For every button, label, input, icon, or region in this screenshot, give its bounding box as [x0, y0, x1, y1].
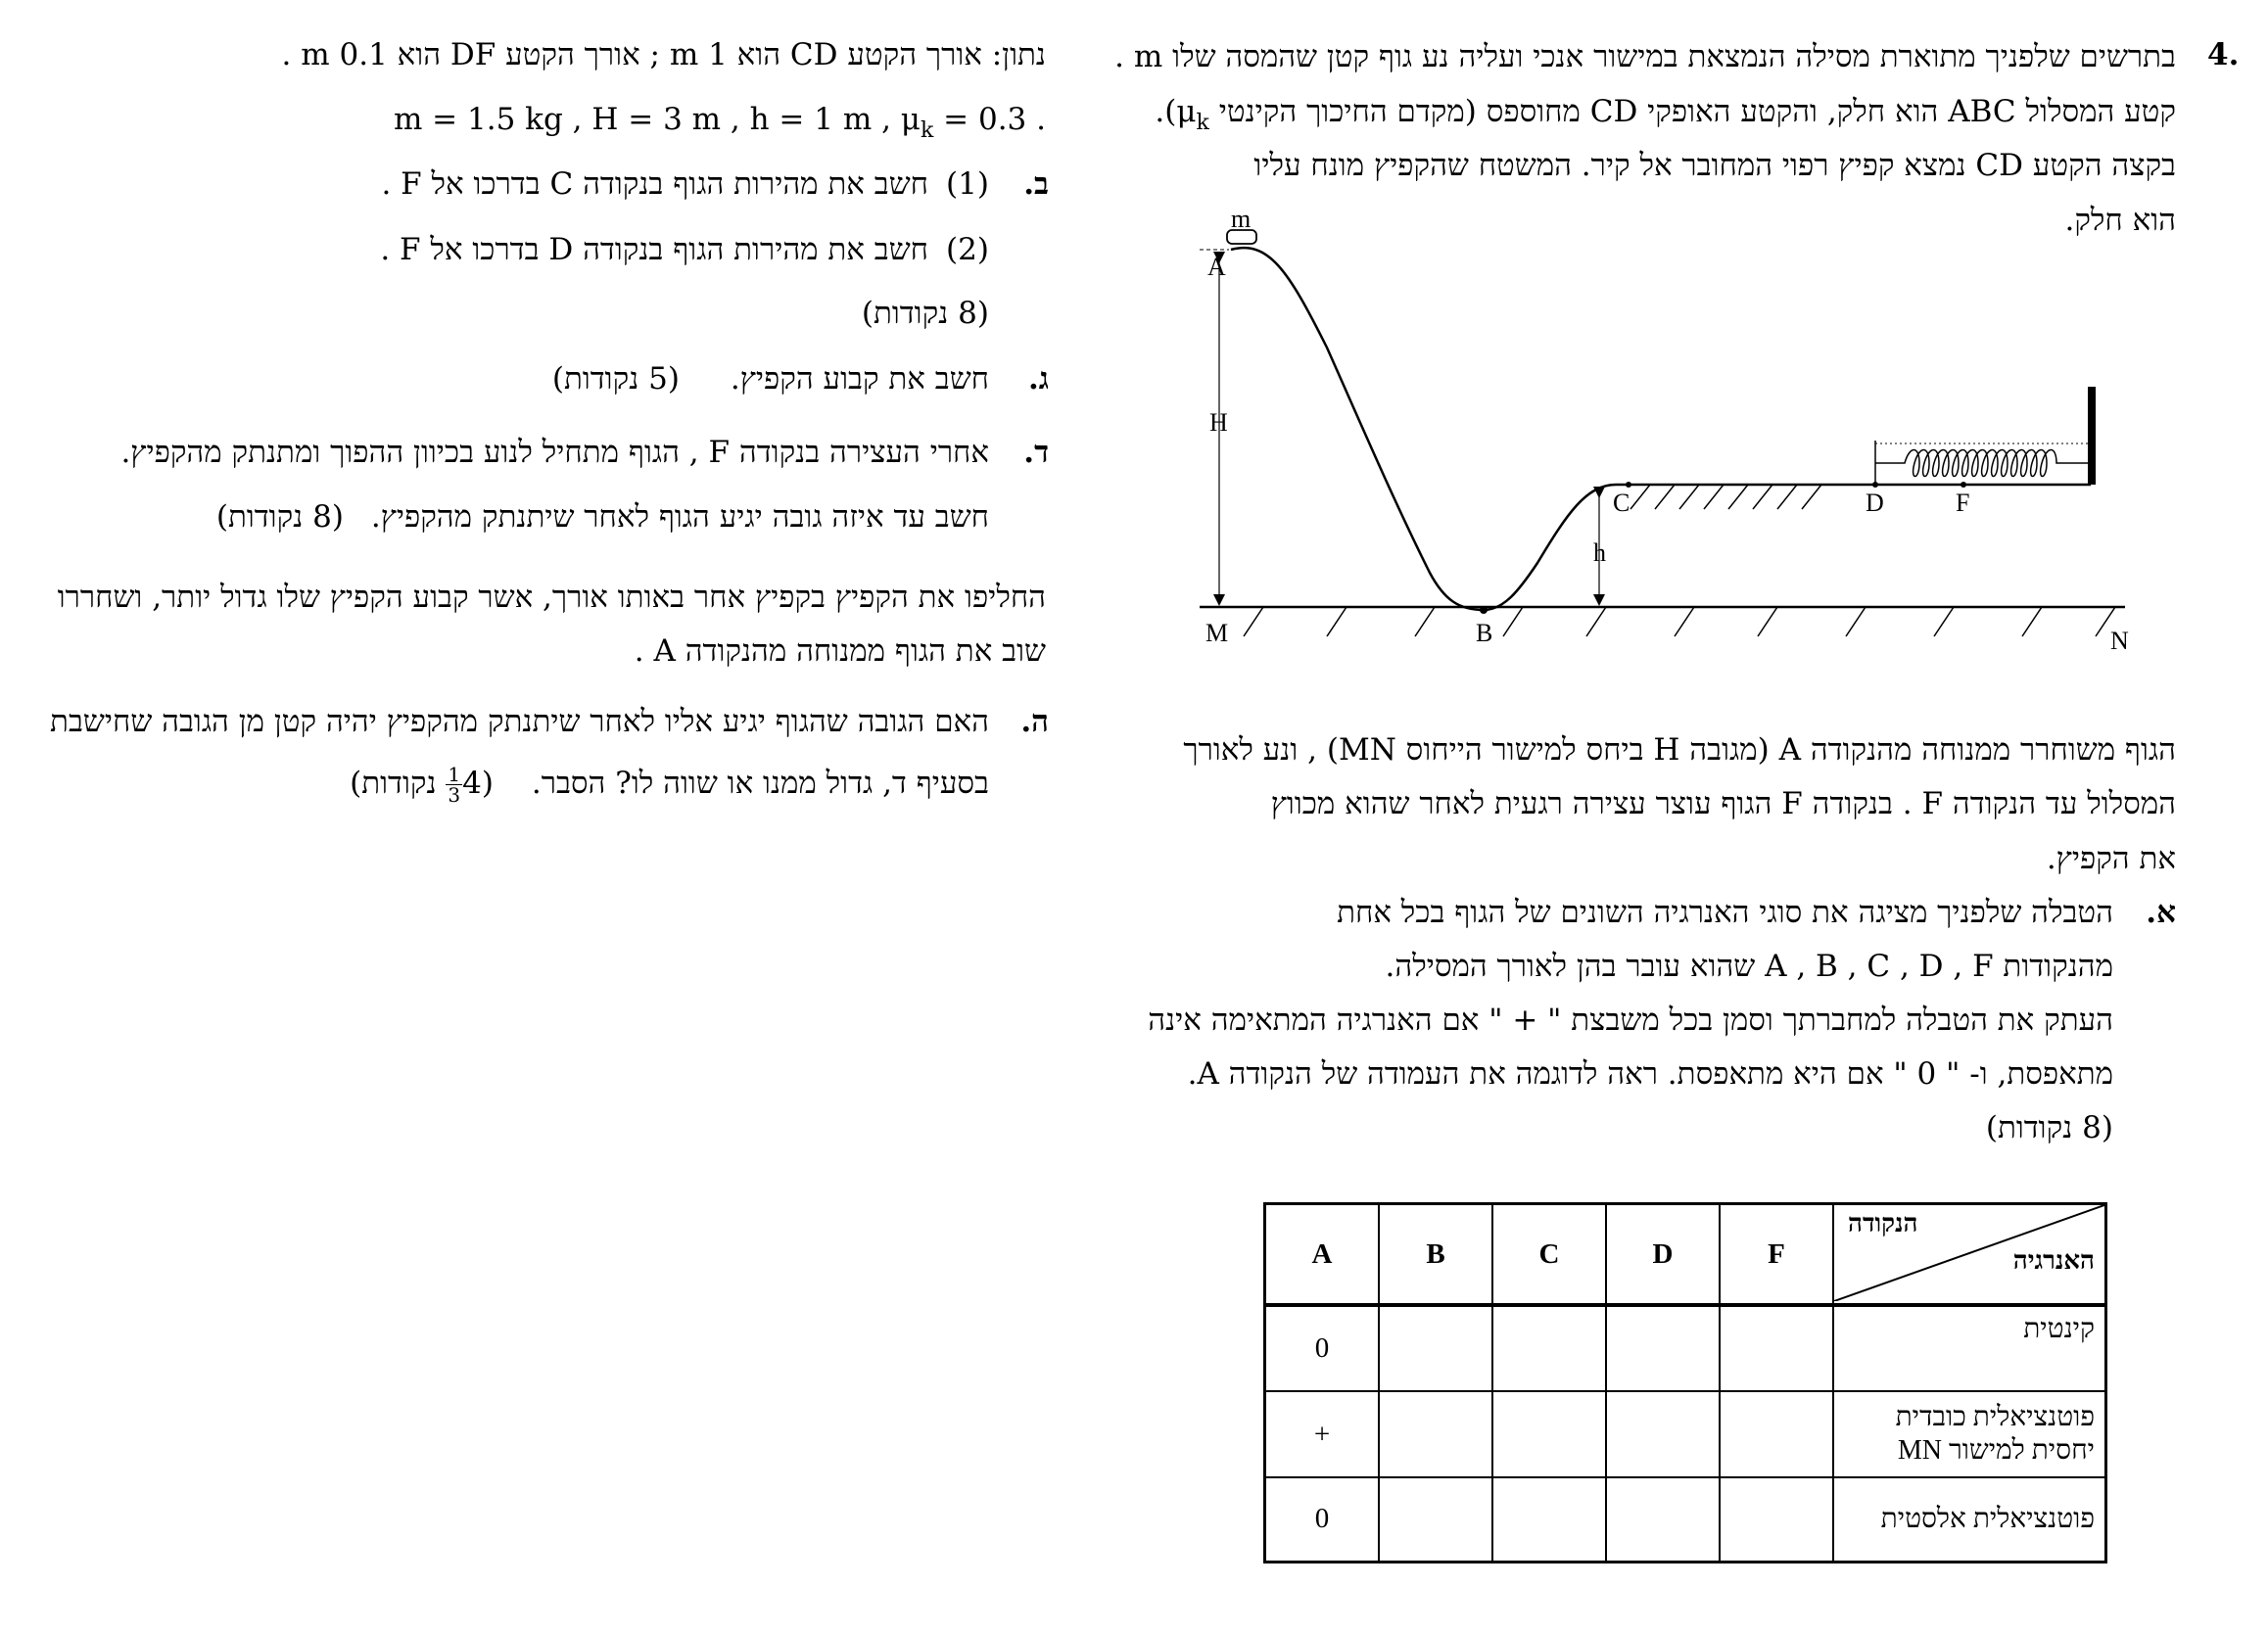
part-c-text: חשב את קבוע הקפיץ.	[730, 361, 989, 397]
part-d-text-2: חשב עד איזה גובה יגיע הגוף לאחר שיתנתק מהקפיץ.	[370, 499, 989, 535]
cell	[1720, 1477, 1833, 1562]
part-a-line-3: העתק את הטבלה למחברתך וסמן בכל משבצת " + " אם האנרגיה המתאימה אינה	[1148, 1003, 2113, 1038]
intro-line-4: הוא חלק.	[2064, 203, 2176, 238]
wall	[2088, 387, 2096, 485]
header-point-c: C	[1492, 1204, 1606, 1306]
part-b-item1-num: (1)	[946, 166, 989, 202]
spring	[1875, 441, 2088, 485]
part-a-line-2: מהנקודות A , B , C , D , F שהוא עובר בהן לאורך המסילה.	[1385, 949, 2113, 984]
row-label-elastic: פוטנציאלית אלסטית	[1833, 1477, 2106, 1562]
cell	[1492, 1305, 1606, 1391]
part-e-text-1: האם הגובה שהגוף יגיע אליו לאחר שיתנתק מהקפיץ יהיה קטן מן הגובה שחישבת	[50, 704, 989, 739]
label-b: B	[1476, 619, 1493, 647]
cell: +	[1265, 1391, 1380, 1477]
cell: 0	[1265, 1477, 1380, 1562]
table-row	[1265, 1305, 2106, 1391]
track-curve	[1231, 248, 1836, 610]
point-c-dot	[1626, 482, 1631, 488]
release-line-3: את הקפיץ.	[2046, 841, 2176, 876]
corner-energy-label: האנרגיה	[2012, 1246, 2095, 1275]
table-row	[1265, 1391, 2106, 1477]
part-b-item2-num: (2)	[946, 232, 989, 267]
part-c-points: (5 נקודות)	[551, 361, 680, 397]
table-row	[1265, 1477, 2106, 1562]
part-b-item1: חשב את מהירות הגוף בנקודה C בדרכו אל F .	[381, 166, 928, 202]
part-e-points: (4 $\frac{1}{3}$ נקודות)	[350, 763, 494, 807]
replace-line-2: שוב את הגוף ממנוחה מהנקודה A .	[634, 633, 1046, 669]
label-h-small: h	[1593, 538, 1606, 567]
label-n: N	[2110, 627, 2129, 655]
row-label-kinetic: קינטית	[1833, 1305, 2106, 1391]
part-d-label: ד.	[1023, 435, 1049, 470]
label-f: F	[1956, 489, 1970, 517]
part-a-points: (8 נקודות)	[1985, 1110, 2113, 1145]
cell	[1492, 1477, 1606, 1562]
label-h-big: H	[1209, 408, 1228, 437]
question-number: 4.	[2207, 37, 2240, 72]
cell	[1379, 1477, 1492, 1562]
ground-hatching	[1244, 607, 2115, 636]
header-point-a: A	[1265, 1204, 1380, 1306]
cell	[1606, 1305, 1720, 1391]
row-label-gravitational: פוטנציאלית כובדית יחסית למישור MN	[1833, 1391, 2106, 1477]
cell	[1606, 1477, 1720, 1562]
cell	[1379, 1305, 1492, 1391]
part-c-label: ג.	[1027, 361, 1049, 397]
part-a-line-4: מתאפסת, ו- " 0 " אם היא מתאפסת. ראה לדוגמה את העמודה של הנקודה A.	[1187, 1056, 2113, 1092]
corner-point-label: הנקודה	[1848, 1209, 1918, 1237]
part-b-label: ב.	[1023, 166, 1049, 202]
energy-table	[1263, 1202, 2107, 1563]
label-a: A	[1207, 253, 1226, 281]
cell	[1606, 1391, 1720, 1477]
release-line-2: המסלול עד הנקודה F . בנקודה F הגוף עוצר עצירה רגעית לאחר שהוא מכווץ	[1270, 786, 2176, 821]
header-point-d: D	[1606, 1204, 1720, 1306]
given-line-1: נתון: אורך הקטע CD הוא 1 m ; אורך הקטע DF הוא 0.1 m .	[281, 37, 1046, 72]
intro-line-3: בקצה הקטע CD נמצא קפיץ רפוי המחובר אל קיר. המשטח שהקפיץ מונח עליו	[1253, 148, 2176, 183]
fraction-one-third: $\frac{1}{3}$	[448, 763, 461, 807]
table-header-row	[1265, 1204, 2106, 1306]
point-f-dot	[1961, 482, 1966, 488]
intro-line-1: בתרשים שלפניך מתוארת מסילה הנמצאת במישור אנכי ועליה נע גוף קטן שהמסה שלו m .	[1114, 39, 2176, 74]
cd-hatching	[1630, 485, 1821, 509]
given-line-2: m = 1.5 kg , H = 3 m , h = 1 m , $\mu_k = 0.3$ .	[393, 102, 1046, 143]
cell	[1379, 1391, 1492, 1477]
header-corner	[1833, 1204, 2106, 1306]
label-c: C	[1613, 489, 1630, 517]
cell: 0	[1265, 1305, 1380, 1391]
label-m: m	[1231, 210, 1252, 233]
cell	[1492, 1391, 1606, 1477]
part-d-text-1: אחרי העצירה בנקודה F , הגוף מתחיל לנוע בכיוון ההפוך ומתנתק מהקפיץ.	[120, 435, 989, 470]
track-figure	[1190, 210, 2140, 661]
label-m-ground: M	[1205, 619, 1229, 647]
part-e-label: ה.	[1020, 704, 1049, 739]
part-a-label: א.	[2146, 895, 2176, 930]
replace-line-1: החליפו את הקפיץ בקפיץ אחר באותו אורך, אשר קבוע הקפיץ שלו גדול יותר, ושחררו	[57, 580, 1046, 615]
part-e-text-2: בסעיף ד, גדול ממנו או שווה לו? הסבר.	[531, 766, 989, 801]
point-b-dot	[1480, 606, 1488, 614]
label-d: D	[1866, 489, 1884, 517]
part-b-points: (8 נקודות)	[861, 296, 989, 331]
part-b-item2: חשב את מהירות הגוף בנקודה D בדרכו אל F .	[380, 232, 928, 267]
part-a-line-1: הטבלה שלפניך מציגה את סוגי האנרגיה השונים של הגוף בכל אחת	[1337, 895, 2113, 930]
header-point-b: B	[1379, 1204, 1492, 1306]
part-d-points: (8 נקודות)	[215, 499, 344, 535]
release-line-1: הגוף משוחרר ממנוחה מהנקודה A (מגובה H ביחס למישור הייחוס MN) , ונע לאורך	[1183, 732, 2176, 768]
intro-line-2: קטע המסלול ABC הוא חלק, והקטע האופקי CD מחוספס (מקדם החיכוך הקינטי $\mu_k$).	[1155, 94, 2176, 135]
point-d-dot	[1872, 482, 1878, 488]
cell	[1720, 1391, 1833, 1477]
header-point-f: F	[1720, 1204, 1833, 1306]
cell	[1720, 1305, 1833, 1391]
